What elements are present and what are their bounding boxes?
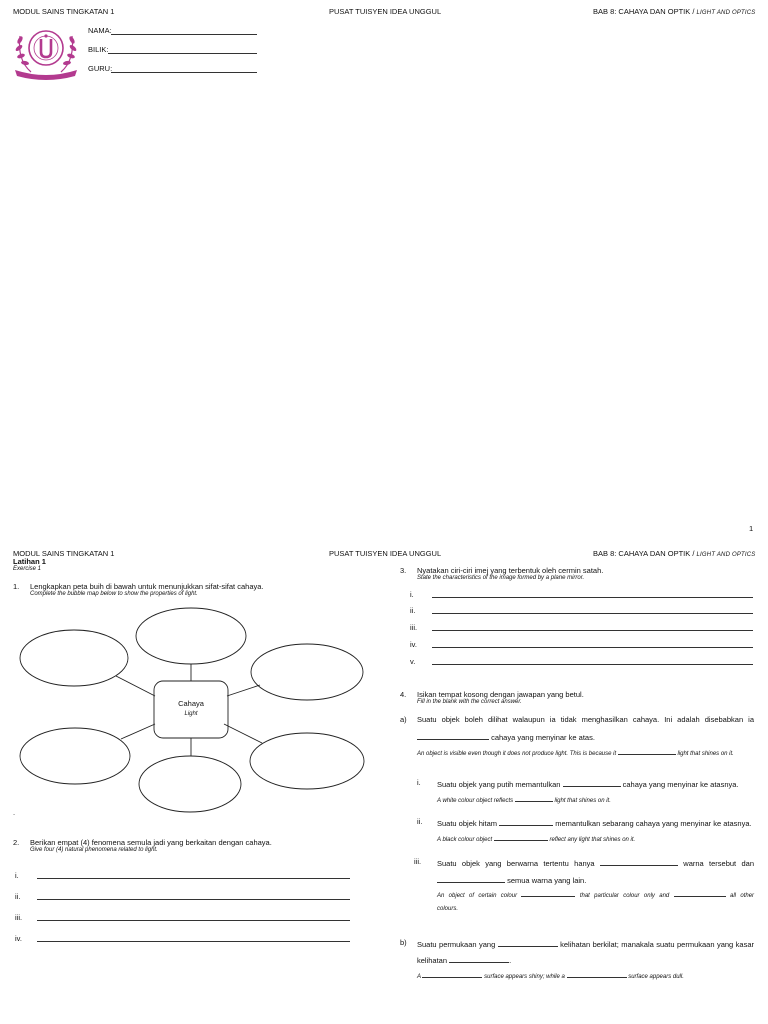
blank-line xyxy=(515,795,553,802)
blank-line xyxy=(494,834,548,841)
q4b-after: kelihatan berkilat; manakala suatu permukaan yang kasar xyxy=(560,940,754,949)
q3-item-label: iii. xyxy=(410,623,418,632)
nama-field xyxy=(88,26,112,35)
q4b-label: b) xyxy=(400,938,407,947)
q2-text: Berikan empat (4) fenomena semula jadi yang berkaitan dengan cahaya. xyxy=(30,838,272,847)
q4b-english-mid: surface appears shiny; while a xyxy=(484,974,565,980)
q4a-line2-text: cahaya yang menyinar ke atas. xyxy=(491,733,595,742)
bilik-label: BILIK: xyxy=(88,45,109,54)
q4-translation: Fill in the blank with the correct answer. xyxy=(417,699,522,705)
q4a-label: a) xyxy=(400,715,407,724)
page2-header-left: MODUL SAINS TINGKATAN 1 xyxy=(13,549,115,558)
q3-answer-line xyxy=(432,647,753,648)
q4b-english-before: A xyxy=(417,974,421,980)
blank-line xyxy=(674,890,726,897)
blank-line xyxy=(417,731,489,740)
q4ii-english-after: reflect any light that shines on it. xyxy=(549,837,636,843)
q3-translation: State the characteristics of the image formed by a plane mirror. xyxy=(417,575,585,581)
center-label: Cahaya xyxy=(178,699,204,708)
q4ii-label: ii. xyxy=(417,817,423,826)
q3-item-label: i. xyxy=(410,590,414,599)
q2-answer-line xyxy=(37,878,350,879)
q4iii-after: warna tersebut dan xyxy=(683,859,754,868)
q3-item-label: iv. xyxy=(410,640,417,649)
bubble-top xyxy=(136,608,246,664)
q4ii-english xyxy=(437,834,635,843)
q4a-english xyxy=(417,748,734,757)
bubble-upper-left xyxy=(20,630,128,686)
bilik-field xyxy=(88,45,108,54)
q2-item-label: ii. xyxy=(15,892,21,901)
q3-text: Nyatakan ciri-ciri imej yang terbentuk oleh cermin satah. xyxy=(417,566,604,575)
q2-item-label: iv. xyxy=(15,934,22,943)
q3-number: 3. xyxy=(400,566,407,575)
q4ii-after: memantulkan sebarang cahaya yang menyinar ke atasnya. xyxy=(555,819,752,828)
page1-header-right xyxy=(593,7,756,16)
nama-line xyxy=(111,34,257,35)
q1-text: Lengkapkan peta buih di bawah untuk menunjukkan sifat-sifat cahaya. xyxy=(30,582,264,591)
q3-answer-line xyxy=(432,597,753,598)
q4a-english-after: light that shines on it. xyxy=(677,751,734,757)
page2-header-center: PUSAT TUISYEN IDEA UNGGUL xyxy=(329,549,442,558)
q4ii-before: Suatu objek hitam xyxy=(437,819,498,828)
q4iii-english-after: all other xyxy=(730,893,755,899)
q4b-before: Suatu permukaan yang xyxy=(417,940,496,949)
q4ii-text xyxy=(437,817,752,828)
blank-line xyxy=(422,971,482,978)
blank-line xyxy=(521,890,575,897)
q4iii-english-before: An object of certain colour xyxy=(437,893,518,899)
page1-header-center: PUSAT TUISYEN IDEA UNGGUL xyxy=(329,7,442,16)
q4iii-line2-text: semua warna yang lain. xyxy=(507,876,587,885)
q4iii-label: iii. xyxy=(414,857,422,866)
q4b-line2 xyxy=(417,954,511,965)
blank-line xyxy=(600,857,678,866)
blank-line xyxy=(498,938,558,947)
q4iii-english-line2: colours. xyxy=(437,906,459,912)
q2-item-label: iii. xyxy=(15,913,23,922)
q4-text: Isikan tempat kosong dengan jawapan yang betul. xyxy=(417,690,584,699)
connector-lower-left xyxy=(121,724,155,739)
blank-line xyxy=(437,874,505,883)
q2-answer-line xyxy=(37,899,350,900)
bilik-line xyxy=(108,53,257,54)
page2-header-right xyxy=(593,549,756,558)
q4iii-before: Suatu objek yang berwarna tertentu hanya xyxy=(437,859,595,868)
q4b-english-after: surface appears dull. xyxy=(628,974,684,980)
center-label-english: Light xyxy=(184,711,198,717)
blank-line xyxy=(563,778,621,787)
connector-upper-right xyxy=(227,685,260,696)
q2-answer-line xyxy=(37,920,350,921)
q4a-line1: Suatu objek boleh dilihat walaupun ia tidak menghasilkan cahaya. Ini adalah disebabkan ia xyxy=(417,715,754,724)
blank-line xyxy=(618,748,676,755)
q3-item-label: v. xyxy=(410,657,416,666)
bubble-lower-left xyxy=(20,728,130,784)
q4b-line1 xyxy=(417,938,754,949)
school-logo-graphic xyxy=(11,22,81,82)
q4b-line2-end: . xyxy=(509,956,512,965)
bubble-bottom xyxy=(139,756,241,812)
exercise-subtitle: Exercise 1 xyxy=(13,566,42,572)
q2-answer-line xyxy=(37,941,350,942)
q4-number: 4. xyxy=(400,690,407,699)
q4a-english-before: An object is visible even though it does not produce light. This is because it xyxy=(417,751,617,757)
q1-number: 1. xyxy=(13,582,20,591)
blank-line xyxy=(499,817,553,826)
chapter-title-english: LIGHT AND OPTICS xyxy=(696,10,756,16)
q4i-english-before: A white colour object reflects xyxy=(437,798,514,804)
school-logo xyxy=(11,22,81,82)
q3-item-label: ii. xyxy=(410,606,416,615)
guru-label: GURU: xyxy=(88,64,113,73)
guru-line xyxy=(111,72,257,73)
exercise-title: Latihan 1 xyxy=(13,557,46,566)
connector-lower-right xyxy=(224,724,262,743)
q4iii-line1 xyxy=(437,857,754,868)
chapter-title: BAB 8: CAHAYA DAN OPTIK / xyxy=(593,549,695,558)
q4i-after: cahaya yang menyinar ke atasnya. xyxy=(622,780,739,789)
chapter-title: BAB 8: CAHAYA DAN OPTIK / xyxy=(593,7,695,16)
q4ii-english-before: A black colour object xyxy=(437,837,493,843)
q2-translation: Give four (4) natural phenomena related to light. xyxy=(30,847,158,853)
bubble-upper-right xyxy=(251,644,363,700)
connector-upper-left xyxy=(116,676,155,696)
chapter-title-english: LIGHT AND OPTICS xyxy=(696,552,756,558)
nama-label: NAMA: xyxy=(88,26,112,35)
q4a-line2 xyxy=(417,731,595,742)
q4i-label: i. xyxy=(417,778,421,787)
q3-answer-line xyxy=(432,664,753,665)
q4iii-english-mid: that particular colour only and xyxy=(579,893,670,899)
q4i-text xyxy=(437,778,739,789)
q2-item-label: i. xyxy=(15,871,19,880)
page1-header-left: MODUL SAINS TINGKATAN 1 xyxy=(13,7,115,16)
q4i-english-after: light that shines on it. xyxy=(554,798,611,804)
q3-answer-line xyxy=(432,613,753,614)
center-box xyxy=(154,681,228,738)
blank-line xyxy=(567,971,627,978)
q4b-english xyxy=(417,971,684,980)
q2-number: 2. xyxy=(13,838,20,847)
q4iii-english xyxy=(437,890,754,899)
guru-field xyxy=(88,64,112,73)
q4i-before: Suatu objek yang putih memantulkan xyxy=(437,780,561,789)
q4iii-line2 xyxy=(437,874,586,885)
blank-line xyxy=(449,954,512,965)
stray-mark: . xyxy=(13,808,16,817)
q4b-line2-text: kelihatan xyxy=(417,956,448,965)
q4i-english xyxy=(437,795,611,804)
page-number: 1 xyxy=(749,524,754,533)
bubble-lower-right xyxy=(250,733,364,789)
q1-translation: Complete the bubble map below to show the properties of light. xyxy=(30,591,198,597)
q3-answer-line xyxy=(432,630,753,631)
